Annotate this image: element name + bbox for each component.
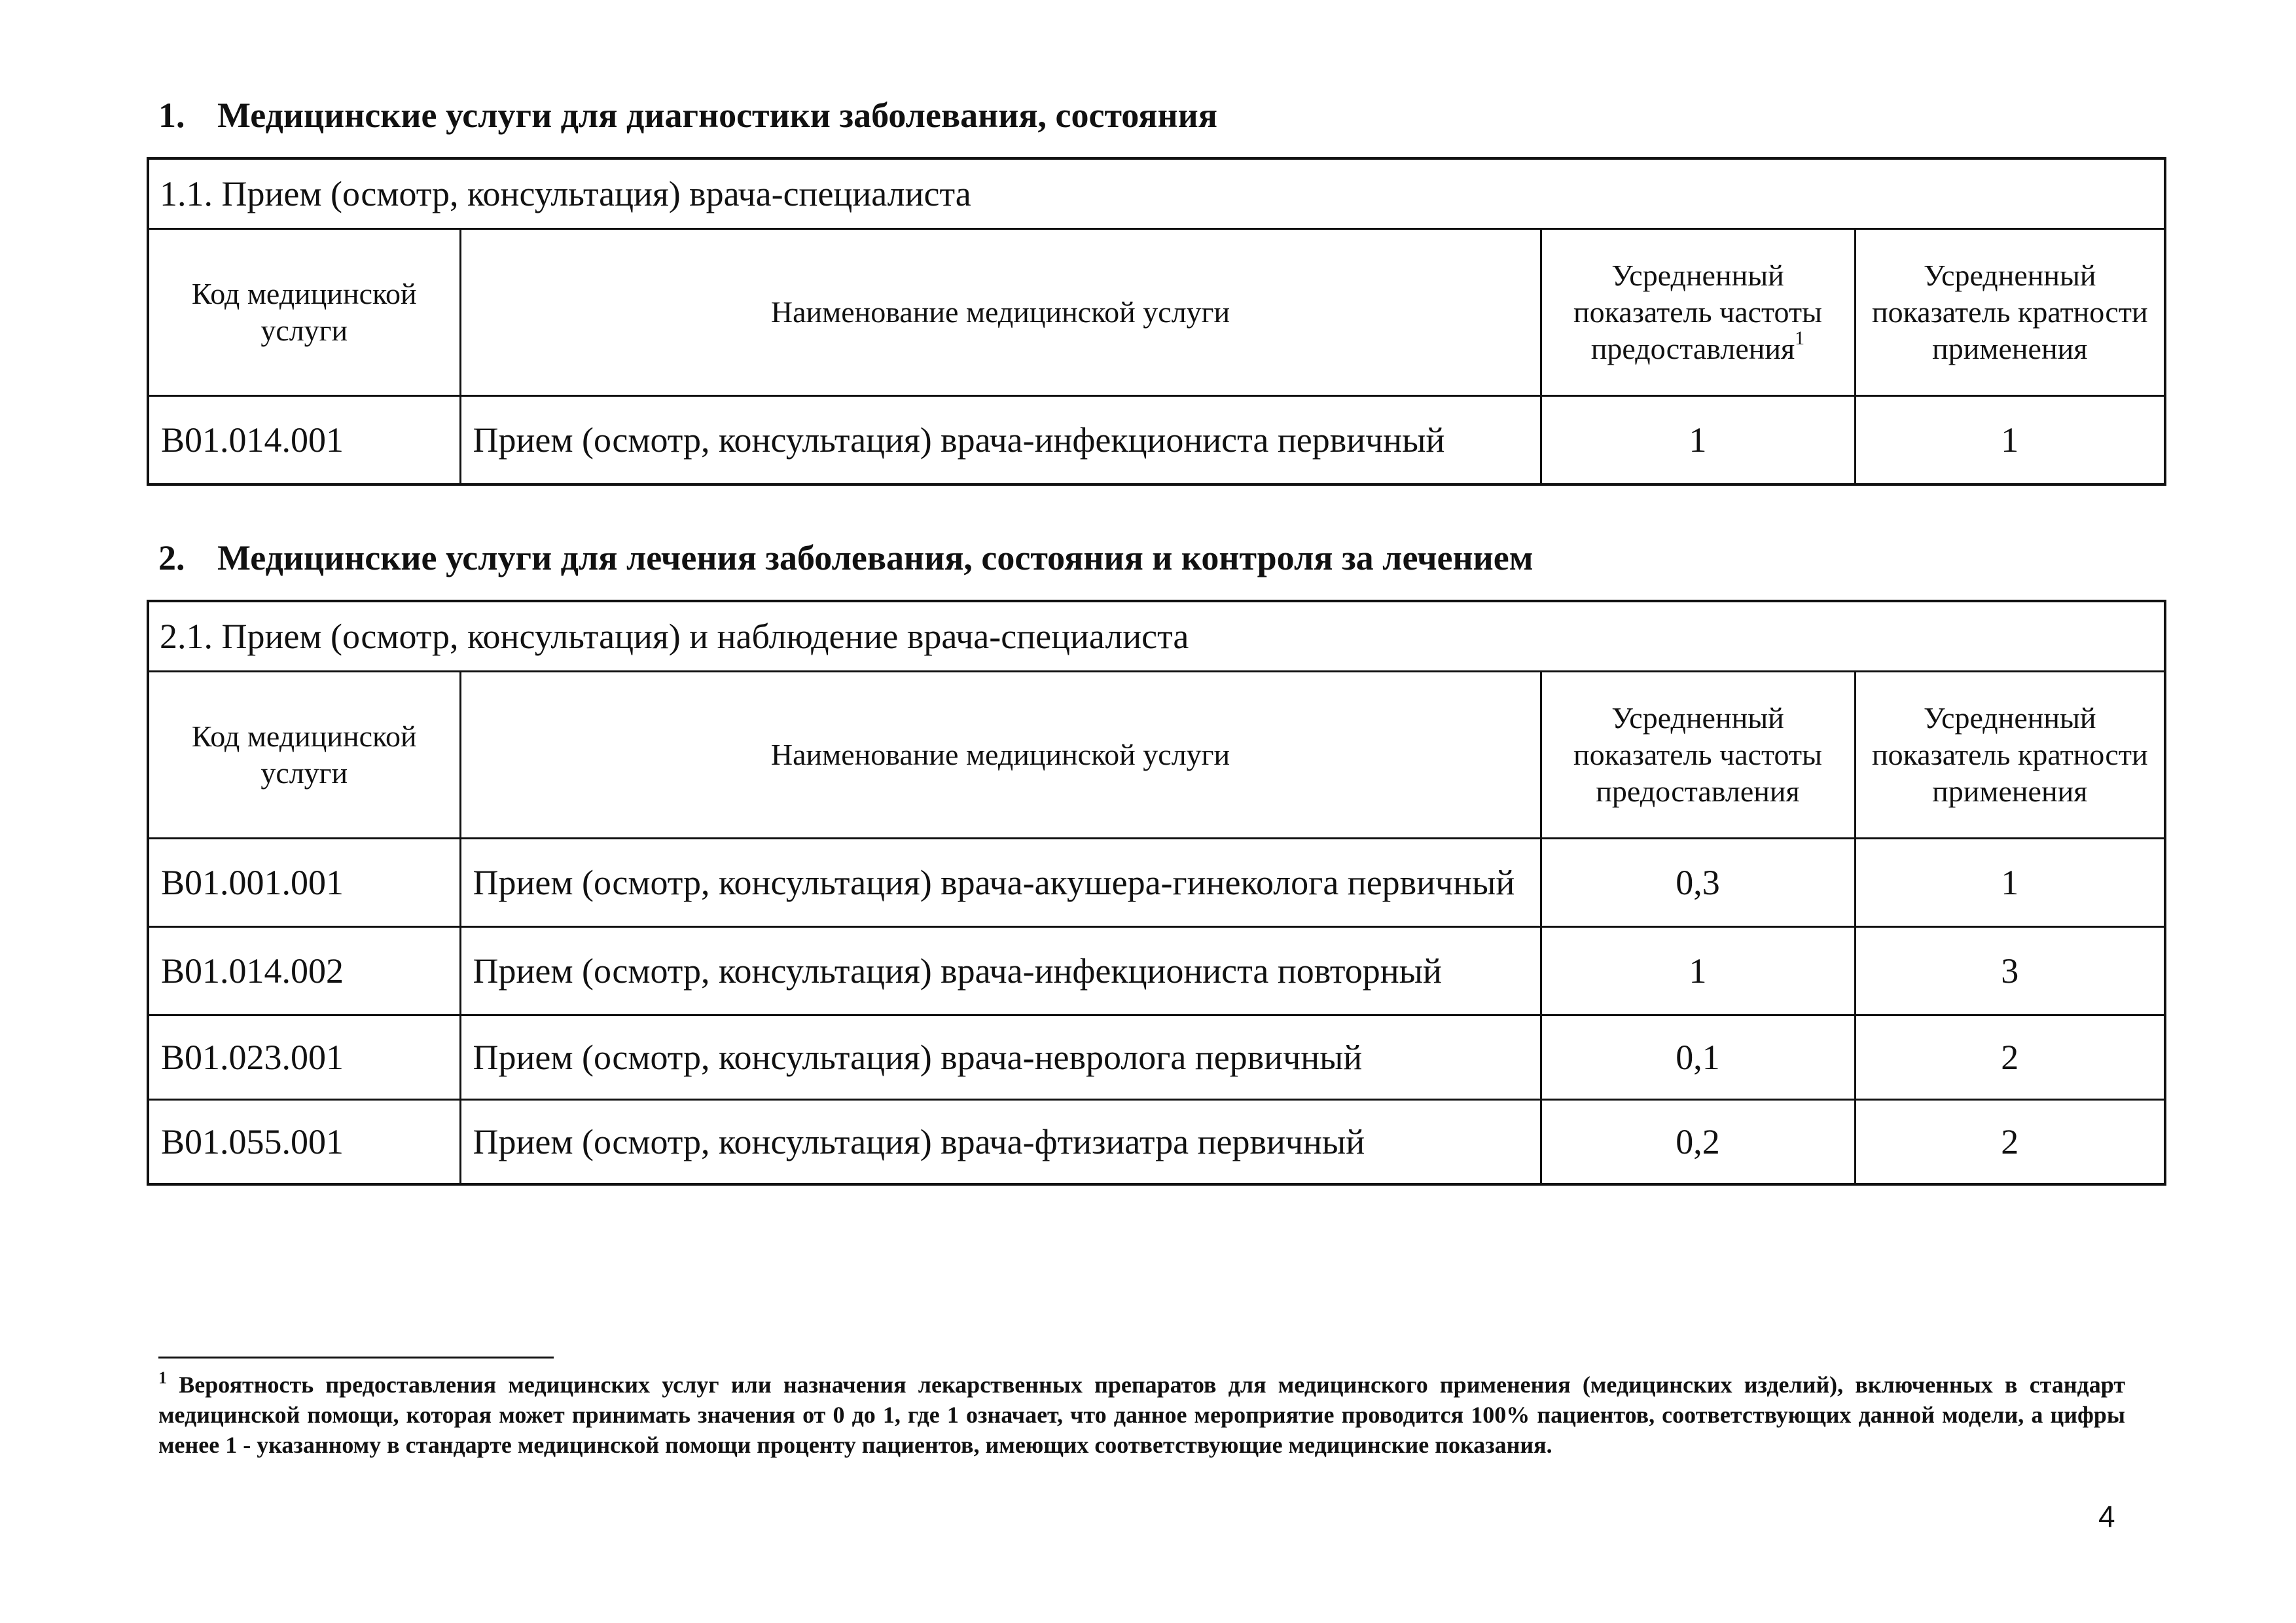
header-multiplicity: Усредненный показатель кратности применения	[1855, 672, 2165, 839]
table-row	[148, 396, 2165, 485]
footnote-divider	[158, 1357, 554, 1359]
section-2-title-text: Медицинские услуги для лечения заболевания, состояния и контроля за лечением	[217, 538, 1534, 577]
service-frequency: 0,3	[1541, 839, 1855, 927]
service-code: B01.023.001	[148, 1015, 460, 1100]
service-code: B01.014.002	[148, 927, 460, 1015]
service-multiplicity: 2	[1855, 1015, 2165, 1100]
section-1-title-text: Медицинские услуги для диагностики заболевания, состояния	[217, 96, 1217, 135]
header-frequency: Усредненный показатель частоты предоставления	[1541, 672, 1855, 839]
service-multiplicity: 2	[1855, 1100, 2165, 1185]
section-2-number: 2.	[158, 538, 185, 577]
service-name: Прием (осмотр, консультация) врача-фтизиатра первичный	[460, 1100, 1541, 1185]
footnote-reference[interactable]: 1	[1795, 327, 1805, 349]
service-multiplicity: 1	[1855, 839, 2165, 927]
header-name: Наименование медицинской услуги	[460, 672, 1541, 839]
service-name: Прием (осмотр, консультация) врача-инфекциониста первичный	[460, 396, 1541, 485]
service-name: Прием (осмотр, консультация) врача-акушера-гинеколога первичный	[460, 839, 1541, 927]
service-name: Прием (осмотр, консультация) врача-невролога первичный	[460, 1015, 1541, 1100]
footnote-text: Вероятность предоставления медицинских услуг или назначения лекарственных препаратов для медицинского применения (медицинских изделий), включенных в стандарт медицинской помощи, которая может принимать значения от 0 до 1, где 1 означает, что данное мероприятие проводится 100% пациентов, соответствующих данной модели, а цифры менее 1 - указанному в стандарте медицинской помощи проценту пациентов, имеющих соответствующие медицинские показания.	[158, 1372, 2126, 1458]
section-2-title	[158, 538, 1533, 577]
section-1-title	[158, 96, 1217, 135]
table-row	[148, 1015, 2165, 1100]
service-frequency: 1	[1541, 927, 1855, 1015]
service-name: Прием (осмотр, консультация) врача-инфекциониста повторный	[460, 927, 1541, 1015]
service-multiplicity: 3	[1855, 927, 2165, 1015]
header-code: Код медицинской услуги	[148, 672, 460, 839]
footnote	[158, 1370, 2125, 1460]
table-row	[148, 839, 2165, 927]
header-frequency-text: Усредненный показатель частоты предоставления	[1573, 259, 1822, 365]
service-code: B01.001.001	[148, 839, 460, 927]
treatment-services-table	[147, 600, 2166, 1186]
table-row	[148, 1100, 2165, 1185]
diagnostics-services-table	[147, 157, 2166, 486]
service-multiplicity: 1	[1855, 396, 2165, 485]
header-code: Код медицинской услуги	[148, 229, 460, 396]
header-multiplicity: Усредненный показатель кратности применения	[1855, 229, 2165, 396]
header-name: Наименование медицинской услуги	[460, 229, 1541, 396]
page-number: 4	[2098, 1499, 2115, 1533]
service-code: B01.014.001	[148, 396, 460, 485]
header-frequency	[1541, 229, 1855, 396]
table-row	[148, 927, 2165, 1015]
table-caption: 1.1. Прием (осмотр, консультация) врача-специалиста	[148, 158, 2165, 229]
service-code: B01.055.001	[148, 1100, 460, 1185]
service-frequency: 0,1	[1541, 1015, 1855, 1100]
table-caption: 2.1. Прием (осмотр, консультация) и наблюдение врача-специалиста	[148, 601, 2165, 672]
service-frequency: 1	[1541, 396, 1855, 485]
service-frequency: 0,2	[1541, 1100, 1855, 1185]
footnote-mark: 1	[158, 1368, 167, 1387]
section-1-number: 1.	[158, 96, 185, 135]
